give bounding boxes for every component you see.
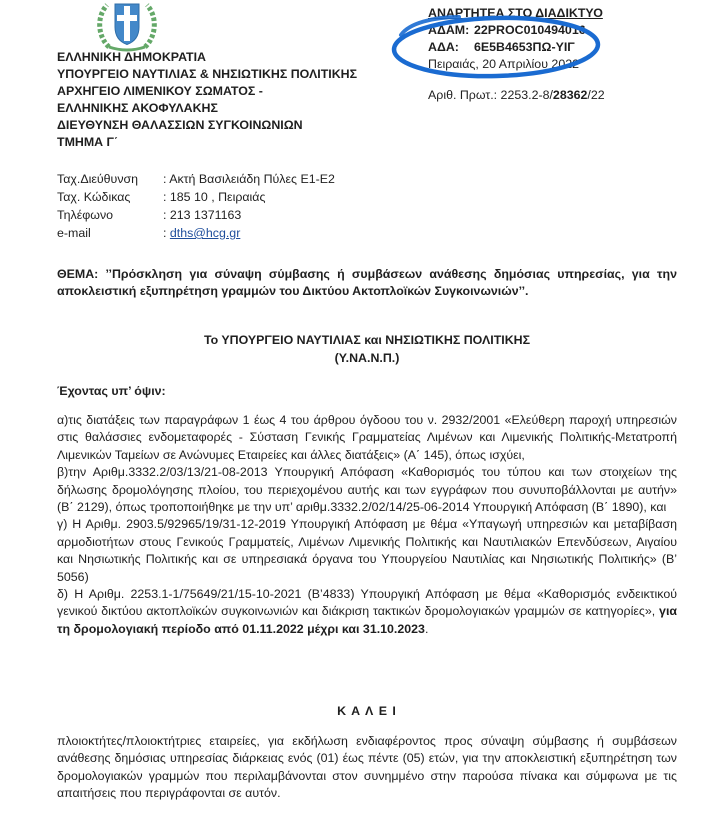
contact-block <box>57 170 417 242</box>
contact-row: Τηλέφωνο : 213 1371163 <box>57 208 242 222</box>
legal-item-c: γ) Η Αριθμ. 2903.5/92965/19/31-12-2019 Υπουργική Απόφαση με θέμα «Υπαγωγή υπηρεσιών και μεταβίβαση αρμοδιοτήτων στους Γενικούς Γραμματείς, Λιμένων Λιμενικής Πολιτικής και Ναυτιλιακών Επενδύσεων, Αιγαίου και Νησιωτικής Πολιτικής και σε υπηρεσιακά όργανα του Υπουργείου Ναυτιλίας και Νησιωτικής Πολιτικής» (Β’ 5056) <box>57 517 677 584</box>
place-date: Πειραιάς, 20 Απριλίου 2022 <box>428 57 579 71</box>
subject-paragraph: ΘΕΜΑ: ’’Πρόσκληση για σύναψη σύμβασης ή συμβάσεων ανάθεσης δημόσιας υπηρεσίας, για την αποκλειστική εξυπηρέτηση γραμμών του Δικτύου Ακτοπλοϊκών Συγκοινωνιών’’. <box>57 267 677 299</box>
registration-block <box>428 5 688 104</box>
adam-number: ΑΔΑΜ: 22PROC010494016 <box>428 23 586 37</box>
authority-line: ΥΠΟΥΡΓΕΙΟ ΝΑΥΤΙΛΙΑΣ & ΝΗΣΙΩΤΙΚΗΣ ΠΟΛΙΤΙΚΗΣ <box>57 67 358 81</box>
legal-item-a: α)τις διατάξεις των παραγράφων 1 έως 4 του άρθρου όγδοου του ν. 2932/2001 «Ελεύθερη παροχή υπηρεσιών στις θαλάσσιες ενδομεταφορές - Σύσταση Γενικής Γραμματείας Λιμένων και Λιμενικής Πολιτικής-Μετατροπή Λιμενικών Ταμείων σε Ανώνυμες Εταιρείες και άλλες διατάξεις» (Α΄ 145), όπως ισχύει, <box>57 413 677 462</box>
authority-line: ΑΡΧΗΓΕΙΟ ΛΙΜΕΝΙΚΟΥ ΣΩΜΑΤΟΣ - <box>57 84 263 98</box>
contact-row: Ταχ. Κώδικας : 185 10 , Πειραιάς <box>57 190 266 204</box>
closing-paragraph: πλοιοκτήτες/πλοιοκτήτριες εταιρείες, για εκδήλωση ενδιαφέροντος προς σύναψη σύμβασης ή συμβάσεων ανάθεσης δημόσιας υπηρεσίας διάρκειας ενός (01) έως πέντε (05) ετών, για την αποκλειστική εξυπηρέτηση των δρομολογιακών γραμμών που περιλαμβάνονται στον συνημμένο στην παρούσα πίνακα και σύμφωνα με τις απαιτήσεις που περιγράφονται σε αυτόν. <box>57 734 677 801</box>
legal-references <box>57 412 677 638</box>
authority-line: ΤΜΗΜΑ Γ΄ <box>57 135 119 149</box>
issuing-authority-block <box>57 49 427 151</box>
greek-coat-of-arms-icon <box>92 0 162 52</box>
legal-item-b: β)την Αριθμ.3332.2/03/13/21-08-2013 Υπουργική Απόφαση «Καθορισμός του τύπου και των στοιχείων της δήλωσης δρομολόγησης πλοίου, του περιεχομένου αυτής και των εγγράφων που συνυποβάλλονται με αυτήν» (Β΄ 2129), όπως τροποποιήθηκε με την υπ’ αριθμ.3332.2/02/14/25-06-2014 Υπουργική Απόφαση (Β΄ 1890), και <box>57 465 677 515</box>
protocol-number: Αριθ. Πρωτ.: 2253.2-8/28362/22 <box>428 88 605 102</box>
authority-line: ΔΙΕΥΘΥΝΣΗ ΘΑΛΑΣΣΙΩΝ ΣΥΓΚΟΙΝΩΝΙΩΝ <box>57 118 303 132</box>
contact-row: Ταχ.Διεύθυνση : Ακτή Βασιλειάδη Πύλες Ε1-Ε2 <box>57 172 335 186</box>
ministry-heading-line1: Το ΥΠΟΥΡΓΕΙΟ ΝΑΥΤΙΛΙΑΣ και ΝΗΣΙΩΤΙΚΗΣ ΠΟΛΙΤΙΚΗΣ <box>203 333 531 347</box>
invites-heading: Κ Α Λ Ε Ι <box>337 704 397 718</box>
ministry-heading-line2: (Υ.ΝΑ.Ν.Π.) <box>334 351 400 365</box>
authority-line: ΕΛΛΗΝΙΚΗ ΔΗΜΟΚΡΑΤΙΑ <box>57 50 206 64</box>
ada-number: ΑΔΑ: 6Ε5Β4653ΠΩ-ΥΙΓ <box>428 40 575 54</box>
contact-row-email: e-mail : dths@hcg.gr <box>57 226 241 240</box>
ministry-heading <box>57 331 677 367</box>
having-regard-label: Έχοντας υπ’ όψιν: <box>57 384 166 398</box>
authority-line: ΕΛΛΗΝΙΚΗΣ ΑΚΟΦΥΛΑΚΗΣ <box>57 101 218 115</box>
posted-online-label: ΑΝΑΡΤΗΤΕΑ ΣΤΟ ΔΙΑΔΙΚΤΥΟ <box>428 6 603 20</box>
legal-item-d: δ) Η Αριθμ. 2253.1-1/75649/21/15-10-2021 (Β’4833) Υπουργική Απόφαση με θέμα «Καθορισμός ενδεικτικού γενικού δικτύου ακτοπλοϊκών συγκοινωνιών και διάκριση τακτικών δρομολογιακών γραμμών σε κατηγορίες», για τη δρομολογιακή περίοδο από 01.11.2022 μέχρι και 31.10.2023. <box>57 587 677 636</box>
email-link[interactable]: dths@hcg.gr <box>169 226 241 240</box>
